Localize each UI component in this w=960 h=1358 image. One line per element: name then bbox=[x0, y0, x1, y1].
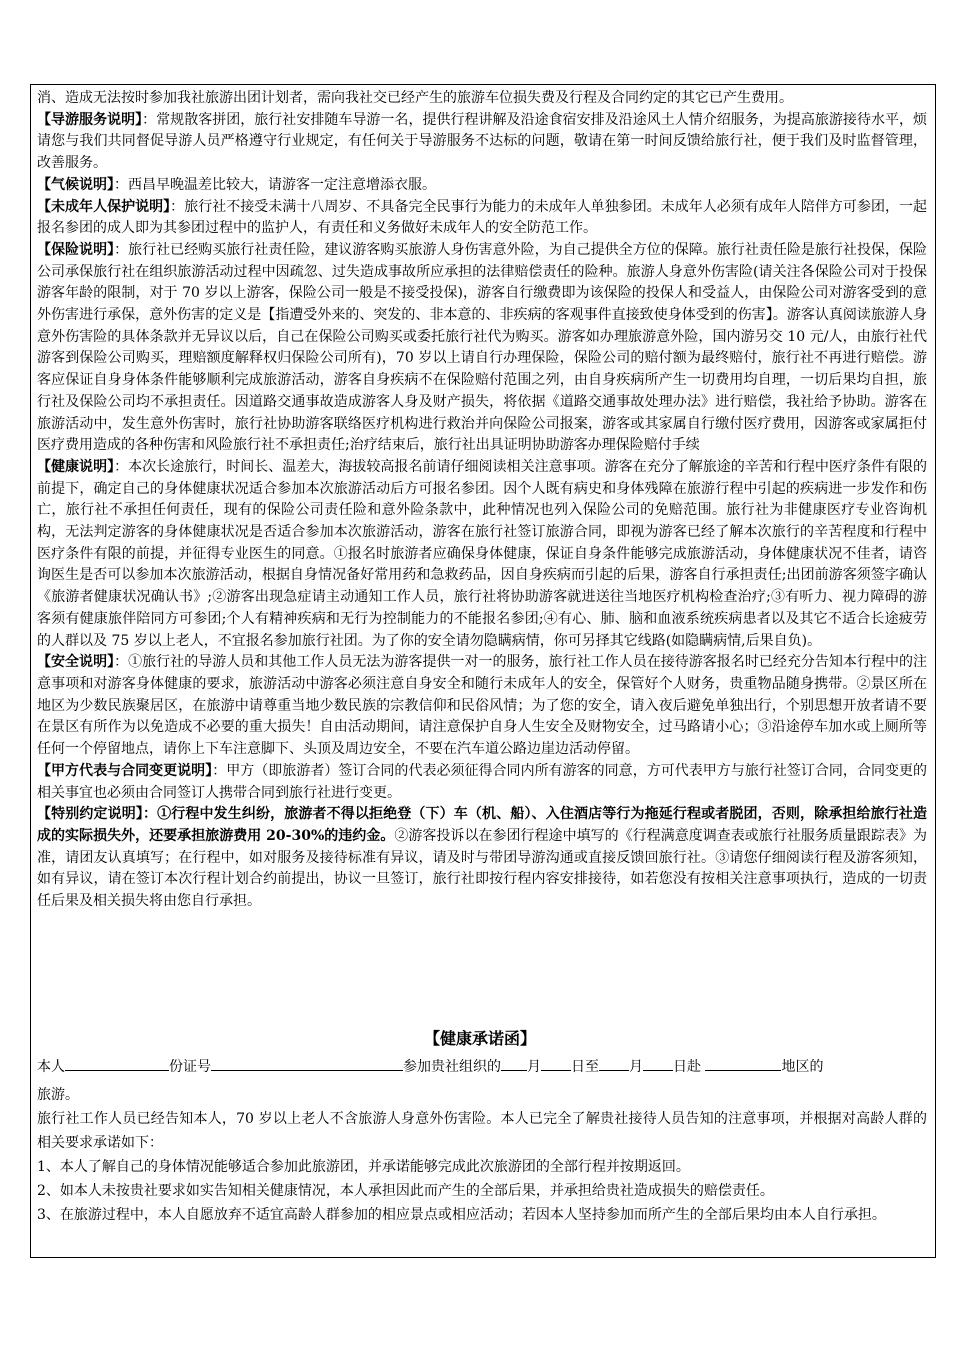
terms-paragraph-health bbox=[37, 457, 927, 652]
label-id: 份证号 bbox=[169, 1059, 211, 1075]
start-day-blank[interactable] bbox=[541, 1056, 571, 1071]
name-blank[interactable] bbox=[65, 1056, 169, 1071]
section-heading: 【导游服务说明】 bbox=[37, 111, 143, 128]
terms-paragraph-contract-change bbox=[37, 761, 927, 804]
pledge-item-3: 3、在旅游过程中，本人自愿放弃不适宜高龄人群参加的相应景点或相应活动；若因本人坚持参加而所产生的全部后果均由本人自行承担。 bbox=[37, 1207, 886, 1223]
paragraph-body: ：本次长途旅行，时间长、温差大，海拔较高报名前请仔细阅读相关注意事项。游客在充分了解旅途的辛苦和行程中医疗条件有限的前提下，确定自己的身体健康状况适合参加本次旅游活动后方可报名参团。因个人既有病史和身体残障在旅游行程中引起的疾病进一步发作和伤亡，旅行社不承担任何责任，现有的保险公司责任险和意外险条款中，此种情况也列入保险公司的免赔范围。旅行社为非健康医疗专业咨询机构，无法判定游客的身体健康状况是否适合参加本次旅游活动，游客在旅行社签订旅游合同，即视为游客已经了解本次旅行的辛苦程度和行程中医疗条件有限的前提，并征得专业医生的同意。①报名时旅游者应确保身体健康，保证自身条件能够完成旅游活动，身体健康状况不佳者，请咨询医生是否可以参加本次旅游活动，根据自身情况备好常用药和急救药品，因自身疾病而引起的后果，游客自行承担责任;出团前游客须签字确认《旅游者健康状况确认书》;②游客出现急症请主动通知工作人员，旅行社将协助游客就进送往当地医疗机构检查治疗;③有听力、视力障碍的游客须有健康旅伴陪同方可参团;个人有精神疾病和无行为控制能力的不能报名参团;④有心、肺、脑和血液系统疾病患者以及其它不适合长途疲劳的人群以及 75 岁以上老人，不宜报名参加旅行社团。为了你的安全请勿隐瞒病情，你可另择其它线路(如隐瞒病情,后果自负)。 bbox=[37, 458, 928, 649]
section-heading: 【未成年人保护说明】 bbox=[37, 198, 171, 215]
terms-paragraph-climate bbox=[37, 175, 927, 197]
label-day-go: 日赴 bbox=[673, 1059, 701, 1075]
paragraph-body: ②游客投诉以在参团行程途中填写的《行程满意度调查表或旅行社服务质量跟踪表》为准，请团友认真填写；在行程中，如对服务及接待标准有异议，请及时与带团导游沟通或直接反馈回旅行社。③请您仔细阅读行程及游客须知，如有异议，请在签订本次行程计划合约前提出，协议一旦签订，旅行社即按行程内容安排接待，如若您没有按相关注意事项执行，造成的一切责任后果及相关损失将由您自行承担。 bbox=[37, 827, 928, 910]
label-month-end: 月 bbox=[629, 1059, 643, 1075]
pledge-intro: 旅行社工作人员已经告知本人，70 岁以上老人不含旅游人身意外伤害险。本人已完全了解贵社接待人员告知的注意事项，并根据对高龄人群的相关要求承诺如下： bbox=[37, 1111, 927, 1151]
section-heading: 【保险说明】 bbox=[37, 241, 115, 258]
terms-section bbox=[37, 88, 927, 913]
paragraph-body: ：甲方（即旅游者）签订合同的代表必须征得合同内所有游客的同意，方可代表甲方与旅行社签订合同，合同变更的相关事宜也必须由合同签订人携带合同到旅行社进行变更。 bbox=[37, 762, 928, 801]
section-heading: 【气候说明】 bbox=[37, 176, 114, 193]
terms-paragraph-safety bbox=[37, 652, 927, 761]
label-day-to: 日至 bbox=[571, 1059, 599, 1075]
paragraph-body: ：旅行社不接受未满十八周岁、不具备完全民事行为能力的未成年人单独参团。未成年人必须有成年人陪伴方可参团，一起报名参团的成人即为其参团过程中的监护人，有责任和义务做好未成年人的安全防范工作。 bbox=[37, 198, 928, 237]
label-month-start: 月 bbox=[527, 1059, 541, 1075]
label-self: 本人 bbox=[37, 1059, 65, 1075]
terms-paragraph-special-agreement bbox=[37, 804, 927, 913]
pledge-form-line bbox=[37, 1055, 927, 1079]
paragraph-body: ：西昌早晚温差比较大，请游客一定注意增添衣服。 bbox=[114, 176, 436, 193]
start-month-blank[interactable] bbox=[501, 1056, 527, 1071]
paragraph-body: 消、造成无法按时参加我社旅游出团计划者，需向我社交已经产生的旅游车位损失费及行程及合同约定的其它已产生费用。 bbox=[37, 90, 793, 106]
label-region: 地区的 bbox=[781, 1059, 824, 1075]
terms-paragraph-guide-service bbox=[37, 110, 927, 175]
terms-paragraph-minor-protection bbox=[37, 197, 927, 240]
paragraph-body: ：旅行社已经购买旅行社责任险，建议游客购买旅游人身伤害意外险，为自己提供全方位的保障。旅行社责任险是旅行社投保，保险公司承保旅行社在组织旅游活动过程中因疏忽、过失造成事故所应承担的法律赔偿责任的险种。旅游人身意外伤害险(请关注各保险公司对于投保游客年龄的限制，对于 70 岁以上游客，保险公司一般是不接受投保)，游客自行缴费即为该保险的投保人和受益人，由保险公司对游客受到的意外伤害进行承保，意外伤害的定义是【指遭受外来的、突发的、非本意的、非疾病的客观事件直接致使身体受到的伤害】。游客认真阅读旅游人身意外伤害险的具体条款并无异议以后，自己在保险公司购买或委托旅行社代为购买。游客如办理旅游意外险，国内游另交 10 元/人，由旅行社代游客到保险公司购买，理赔额度解释权归保险公司所有)，70 岁以上请自行办理保险，保险公司的赔付额为最终赔付，旅行社不再进行赔偿。游客应保证自身身体条件能够顺利完成旅游活动，游客自身疾病不在保险赔付范围之列，由自身疾病所产生一切费用均自理，一切后果均自担，旅行社及保险公司均不承担责任。因道路交通事故造成游客人身及财产损失，将依据《道路交通事故处理办法》进行赔偿，我社给予协助。游客在旅游活动中，发生意外伤害时，旅行社协助游客联络医疗机构进行救治并向保险公司报案，游客或其家属自行缴付医疗费用，因游客或家属拒付医疗费用造成的各种伤害和风险旅行社不承担责任;治疗结束后，旅行社出具证明协助游客办理保险赔付手续 bbox=[37, 241, 928, 454]
pledge-section bbox=[37, 1055, 927, 1227]
end-month-blank[interactable] bbox=[599, 1056, 629, 1071]
section-heading: 【甲方代表与合同变更说明】 bbox=[37, 762, 213, 779]
pledge-item-2: 2、如本人未按贵社要求如实告知相关健康情况，本人承担因此而产生的全部后果，并承担给贵社造成损失的赔偿责任。 bbox=[37, 1183, 774, 1199]
section-heading: 【安全说明】 bbox=[37, 654, 115, 671]
label-join: 参加贵社组织的 bbox=[403, 1059, 501, 1075]
section-heading: 【特别约定说明】 bbox=[37, 806, 144, 823]
end-day-blank[interactable] bbox=[643, 1056, 673, 1071]
terms-paragraph-cancellation bbox=[37, 88, 927, 110]
paragraph-body: ：常规散客拼团，旅行社安排随车导游一名，提供行程讲解及沿途食宿安排及沿途风土人情介绍服务，为提高旅游接待水平，烦请您与我们共同督促导游人员严格遵守行业规定，有任何关于导游服务不达标的问题，敬请在第一时间反馈给旅行社，便于我们及时监督管理，改善服务。 bbox=[37, 111, 928, 172]
section-heading: 【健康说明】 bbox=[37, 458, 115, 475]
id-number-blank[interactable] bbox=[211, 1056, 403, 1071]
pledge-trip-line: 旅游。 bbox=[37, 1087, 79, 1103]
terms-paragraph-insurance bbox=[37, 240, 927, 457]
region-blank[interactable] bbox=[705, 1056, 781, 1071]
paragraph-bold-clause: ：①行程中发生纠纷，旅游者不得以拒绝登（下）车（机、船）、入住酒店等行为拖延行程或者脱团，否则，除承担给旅行社造成的实际损失外，还要承担旅游费用 20-30%的违约金。 bbox=[37, 806, 927, 844]
paragraph-body: ：①旅行社的导游人员和其他工作人员无法为游客提供一对一的服务，旅行社工作人员在接待游客报名时已经充分告知本行程中的注意事项和对游客身体健康的要求，旅游活动中游客必须注意自身安全和随行未成年人的安全，保管好个人财务，贵重物品随身携带。②景区所在地区为少数民族聚居区，在旅游中请尊重当地少数民族的宗教信仰和民俗风情；为了您的安全，请入夜后避免单独出行，个别思想开放者请不要在景区有所作为以免造成不必要的重大损失！自由活动期间，请注意保护自身人生安全及财物安全，过马路请小心；③沿途停车加水或上厕所等任何一个停留地点，请你上下车注意脚下、头顶及周边安全，不要在汽车道公路边崖边活动停留。 bbox=[37, 654, 928, 758]
pledge-title: 【健康承诺函】 bbox=[423, 1029, 536, 1048]
pledge-item-1: 1、本人了解自己的身体情况能够适合参加此旅游团，并承诺能够完成此次旅游团的全部行程并按期返回。 bbox=[37, 1159, 690, 1175]
